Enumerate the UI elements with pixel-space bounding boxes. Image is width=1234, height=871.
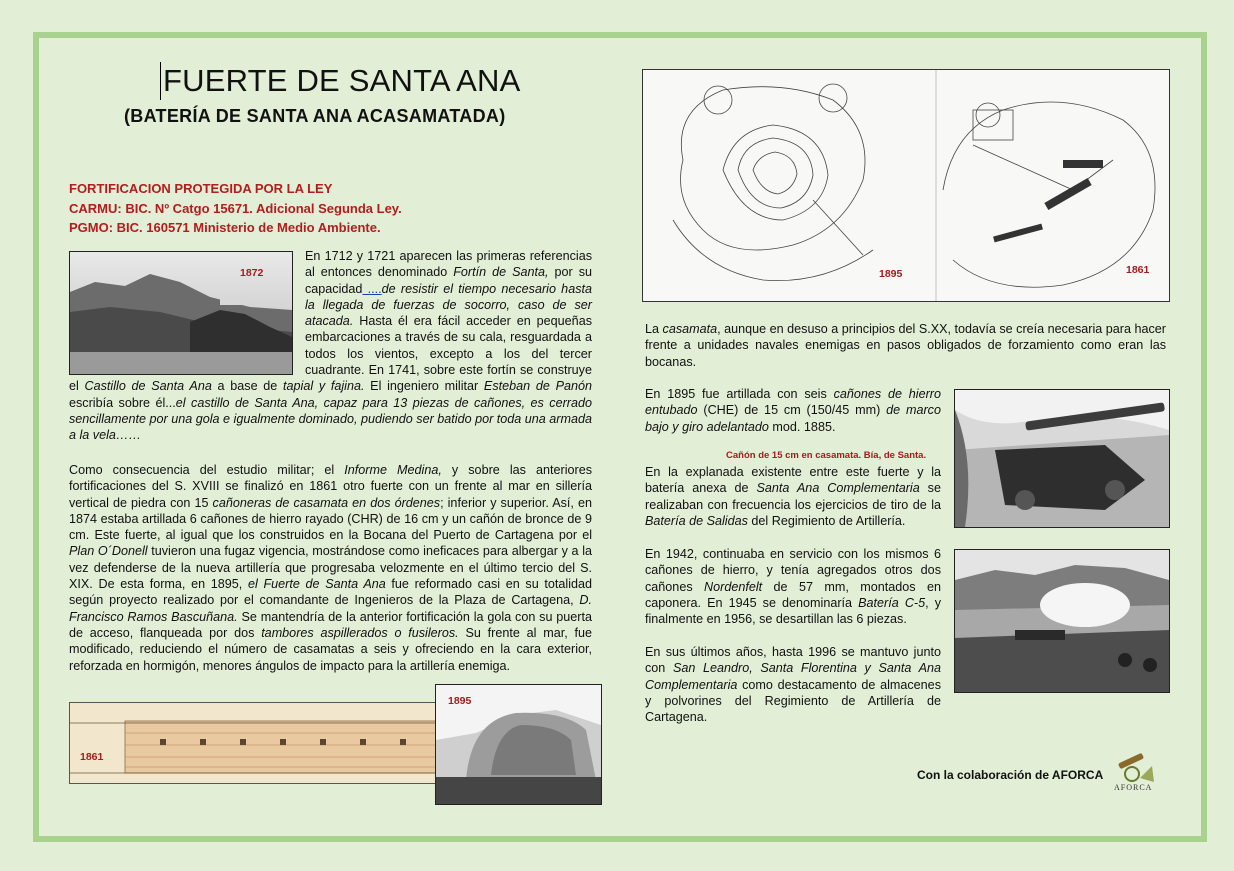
canon-caption: Cañón de 15 cm en casamata. Bía, de Santa. — [726, 450, 927, 461]
legal-line: PGMO: BIC. 160571 Ministerio de Medio Ambiente. — [69, 220, 381, 235]
text-run: En 1895 fue artillada con seis — [645, 387, 834, 401]
text-run: ; inferior y superior. Así, en 1874 estaba artillada 6 cañones de hierro rayado (CHR) de 16 cm y un cañón de bronce de 9 cm. Este fuerte, al igual que los construidos en la Bocana del Puerto de Cartagena por el — [69, 495, 592, 543]
fort-plans — [642, 69, 1170, 302]
armament-1895-paragraph — [645, 386, 941, 435]
text-run: se realizaban con frecuencia los ejercicios de tiro de la — [645, 481, 941, 512]
text-run: tambores aspillerados o fusileros. — [261, 625, 459, 640]
casemate-paragraph — [645, 321, 1166, 370]
text-run: el Fuerte de Santa Ana — [247, 577, 386, 592]
text-run: En la explanada existente entre este fuerte y la batería anexa de — [645, 465, 941, 496]
text-run: Hasta él era fácil acceder en pequeñas embarcaciones a través de su cala, resguardada a todos los vientos, excepto a los del tercer cuadrante. En 1741, sobre este fortín se construye el — [69, 314, 592, 394]
text-run: Castillo de Santa Ana — [84, 379, 212, 394]
page-subtitle: (BATERÍA DE SANTA ANA ACASAMATADA) — [124, 106, 506, 126]
drawing-year-label: 1861 — [80, 751, 104, 763]
text-run: D. Francisco Ramos Bascuñana. — [69, 593, 592, 624]
fort-elevation-image — [70, 703, 436, 783]
photo-1895 — [435, 684, 602, 805]
text-run: Fortín de Santa, — [453, 265, 549, 280]
text-run: de marco bajo y giro adelantado — [645, 403, 941, 434]
text-run: tuvieron una fugaz vigencia, mostrándose como ineficaces para albergar y a la vez defenderse de la nueva artillería que progresaba velozmente en el último tercio del S. XIX. De esta forma, en 1895, — [69, 544, 592, 592]
cannon-photo — [954, 389, 1170, 528]
text-run: Esteban de Panón — [483, 379, 592, 394]
text-run: como destacamento de almacenes y polvorines del Regimiento de Artillería de Cartagena. — [645, 677, 941, 725]
photo-year-label: 1895 — [448, 695, 472, 707]
text-run: , aunque en desuso a principios del S.XX, todavía se creía necesaria para hacer frente a unidades navales enemigas en pasos obligados de forzamiento como eran las bocanas. — [645, 322, 1166, 369]
text-run: En sus últimos años, hasta 1996 se mantuvo junto con — [645, 645, 941, 676]
legal-line: CARMU: BIC. Nº Catgo 15671. Adicional Segunda Ley. — [69, 200, 402, 216]
text-run: cañones de hierro entubado — [645, 387, 941, 418]
text-run: y sobre las anteriores fortificaciones del S. XVIII se finalizó en 1861 otro fuerte con un frente al mar en sillería vertical de piedra con 15 — [69, 463, 592, 510]
photo-spacer — [69, 248, 291, 372]
firing-exercise-photo — [954, 549, 1170, 693]
page-title: FUERTE DE SANTA ANA — [160, 62, 521, 100]
text-run: tapial y fajina. — [283, 379, 365, 394]
service-1942-paragraph — [645, 546, 941, 627]
elevation-drawing-1861 — [69, 702, 437, 784]
text-run: (CHE) de 15 cm (150/45 mm) — [697, 403, 887, 418]
history-paragraph — [69, 462, 592, 674]
footnote-link[interactable]: .... — [362, 281, 382, 296]
aforca-logo — [1112, 752, 1158, 794]
photo-year-label: 1872 — [240, 267, 264, 279]
text-run: fue reformado casi en su totalidad según proyecto realizado por el comandante de Ingenieros de la Plaza de Cartagena, — [69, 577, 593, 608]
text-run: Informe Medina, — [344, 463, 442, 477]
legal-protection — [69, 179, 402, 238]
text-run: de resistir el tiempo necesario hasta la llegada de fuerzas de socorro, caso de ser atacada. — [305, 281, 592, 329]
plan-year-label: 1895 — [879, 268, 903, 280]
text-run: Su frente al mar, fue modificado, reduciendo el número de casamatas a seis y ofreciendo en la cara exterior, reforzada en hormigón, menores ángulos de impacto para la artillería enemiga. — [69, 625, 592, 673]
text-run: Santa Ana Complementaria — [756, 481, 920, 496]
legal-line: FORTIFICACION PROTEGIDA POR LA LEY — [69, 181, 333, 196]
text-run: Como consecuencia del estudio militar; el — [69, 463, 345, 477]
plan-year-label: 1861 — [1126, 264, 1150, 276]
text-run: Plan O´Donell — [69, 544, 148, 559]
text-run: En 1712 y 1721 aparecen las primeras referencias al entonces denominado — [305, 249, 592, 280]
logo-text: AFORCA — [1114, 783, 1153, 792]
text-run: del Regimiento de Artillería. — [747, 513, 906, 528]
text-run: Nordenfelt — [704, 579, 763, 594]
text-run: por su capacidad — [305, 265, 592, 296]
text-run: de 57 mm, montados en caponera. En 1945 se denominaría — [645, 579, 941, 610]
text-run: San Leandro, Santa Florentina y Santa Ana Complementaria — [645, 661, 941, 692]
text-run: La — [645, 322, 663, 336]
text-run: En 1942, continuaba en servicio con los mismos 6 cañones de hierro, y tenía agregados otros dos cañones — [645, 547, 941, 594]
fort-plan-drawings — [643, 70, 1169, 301]
cannon-image — [955, 390, 1169, 527]
exercises-paragraph — [645, 464, 941, 529]
text-run: casamata — [662, 322, 718, 336]
text-run: Batería de Salidas — [645, 513, 748, 528]
text-run: El ingeniero militar — [364, 379, 484, 394]
text-run: el castillo de Santa Ana, capaz para 13 piezas de cañones, es cerrado sencillamente por una gola e igualmente dominado, pudiendo ser batido por toda una armada a la vela…… — [69, 395, 592, 443]
intro-paragraph-flow — [69, 248, 592, 444]
collaboration-credit: Con la colaboración de AFORCA — [917, 768, 1104, 782]
text-run: mod. 1885. — [768, 419, 836, 434]
text-run: a base de — [211, 379, 284, 394]
text-run: , y finalmente en 1956, se desartillan las 6 piezas. — [645, 595, 941, 627]
text-run: cañoneras de casamata en dos órdenes — [212, 495, 441, 510]
text-run: Se mantendría de la anterior fortificación la gola con su puerta de acceso, flanqueada por dos — [69, 609, 592, 640]
text-run: escribía sobre él... — [69, 395, 176, 410]
text-run: Batería C-5 — [858, 595, 926, 610]
firing-image — [955, 550, 1169, 692]
final-years-paragraph — [645, 644, 941, 725]
